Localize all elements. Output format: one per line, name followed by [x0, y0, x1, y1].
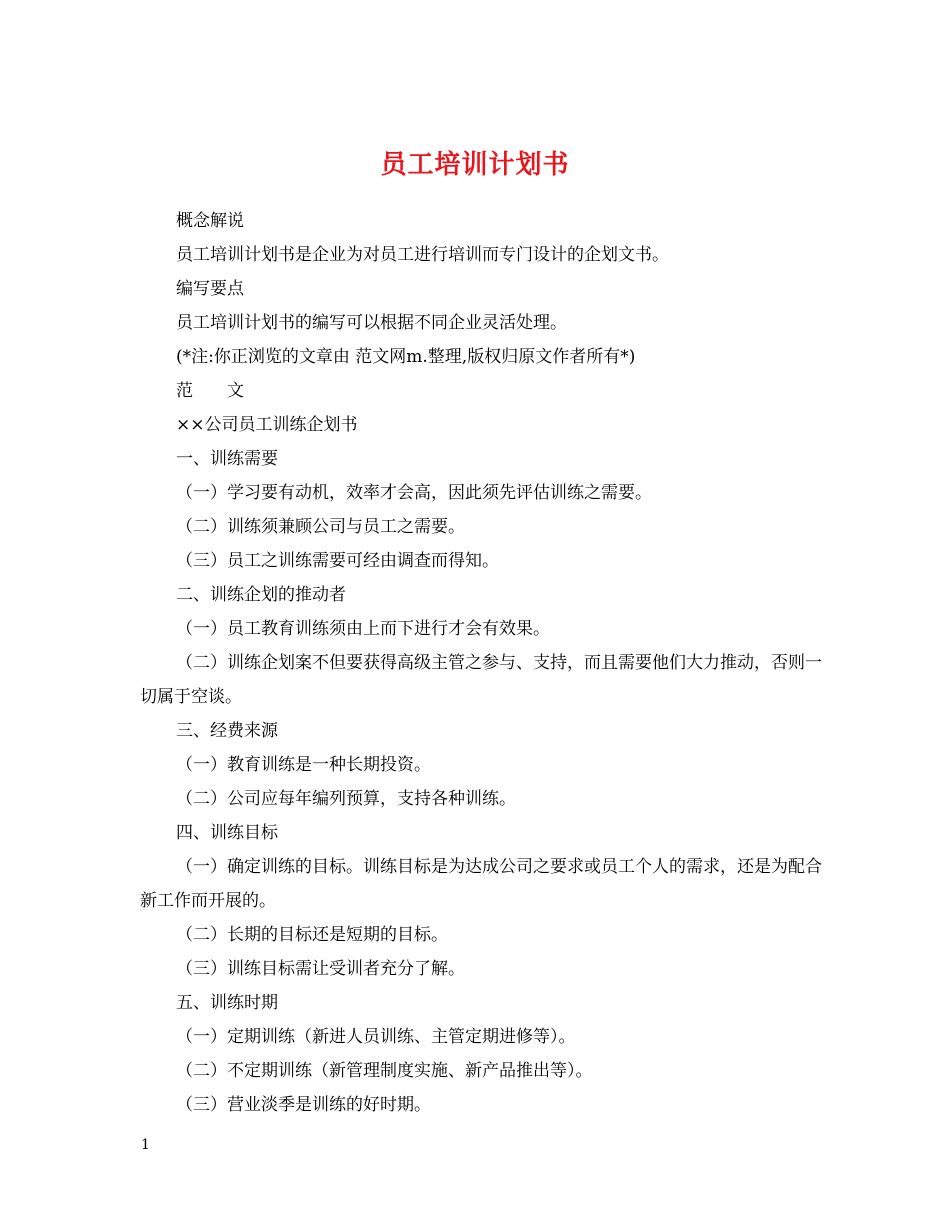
- list-item: （二）训练须兼顾公司与员工之需要。: [176, 517, 465, 537]
- sample-title: ××公司员工训练企划书: [176, 415, 358, 435]
- section-heading-writing-points: 编写要点: [176, 279, 244, 299]
- copyright-note: (*注:你正浏览的文章由 范文网m.整理,版权归原文作者所有*): [176, 347, 636, 367]
- paragraph-writing-points: 员工培训计划书的编写可以根据不同企业灵活处理。: [176, 313, 567, 333]
- section-heading-5: 五、训练时期: [176, 993, 278, 1013]
- document-body: [140, 204, 830, 1122]
- list-item: （一）学习要有动机，效率才会高，因此须先评估训练之需要。: [176, 483, 652, 503]
- section-heading-1: 一、训练需要: [176, 449, 278, 469]
- list-item: （二）公司应每年编列预算，支持各种训练。: [176, 789, 516, 809]
- paragraph-concept-description: 员工培训计划书是企业为对员工进行培训而专门设计的企划文书。: [176, 245, 669, 265]
- list-item: （一）定期训练（新进人员训练、主管定期进修等）。: [176, 1027, 576, 1047]
- list-item: （一）员工教育训练须由上而下进行才会有效果。: [176, 619, 550, 639]
- section-heading-3: 三、经费来源: [176, 721, 278, 741]
- list-item: （一）教育训练是一种长期投资。: [176, 755, 431, 775]
- list-item: （二）训练企划案不但要获得高级主管之参与、支持，而且需要他们大力推动，否则一切属于空谈。: [140, 653, 822, 707]
- list-item: （二）长期的目标还是短期的目标。: [176, 925, 448, 945]
- document-title: 员工培训计划书: [380, 150, 570, 181]
- list-item: （三）训练目标需让受训者充分了解。: [176, 959, 465, 979]
- section-heading-concept: 概念解说: [176, 211, 244, 231]
- list-item: （三）员工之训练需要可经由调查而得知。: [176, 551, 499, 571]
- list-item: （一）确定训练的目标。训练目标是为达成公司之要求或员工个人的需求，还是为配合新工作而开展的。: [140, 857, 822, 911]
- list-item: （二）不定期训练（新管理制度实施、新产品推出等）。: [176, 1061, 593, 1081]
- section-heading-sample: 范 文: [176, 381, 244, 401]
- section-heading-2: 二、训练企划的推动者: [176, 585, 346, 605]
- list-item: （三）营业淡季是训练的好时期。: [176, 1095, 431, 1115]
- section-heading-4: 四、训练目标: [176, 823, 278, 843]
- page-number: 1: [141, 1137, 150, 1153]
